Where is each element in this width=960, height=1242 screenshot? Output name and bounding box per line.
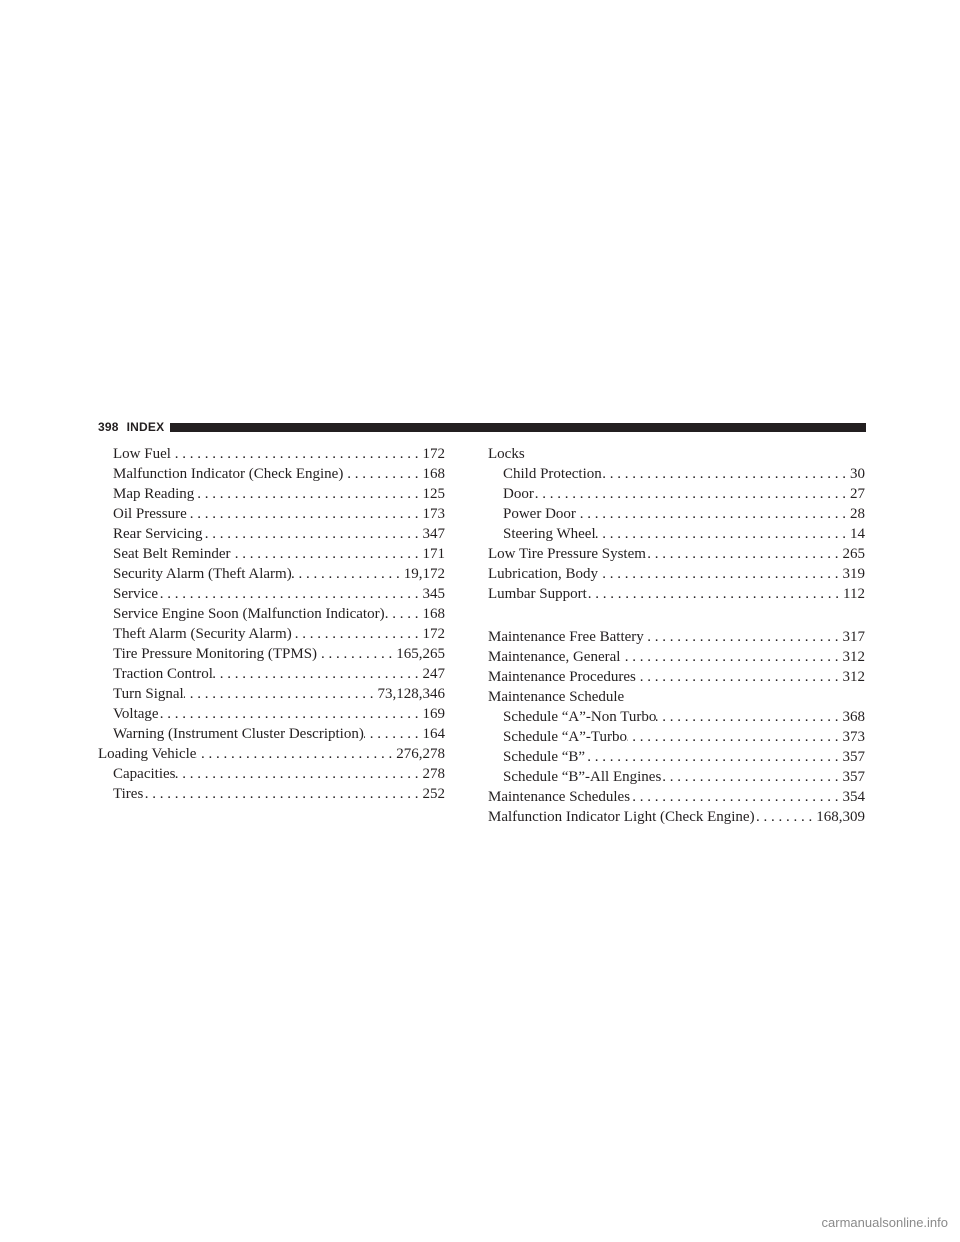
entry-label: Schedule “B”-All Engines (503, 769, 662, 785)
entry-label: Tire Pressure Monitoring (TPMS) (113, 646, 318, 662)
entry-label: Tires (113, 786, 144, 802)
leader-dots (196, 744, 396, 764)
entry-page: 171 (422, 546, 445, 562)
entry-page: 14 (850, 526, 865, 542)
leader-dots (364, 724, 423, 744)
index-entry (488, 767, 865, 787)
entry-page: 312 (842, 649, 865, 665)
entry-label: Service Engine Soon (Malfunction Indicator) (113, 606, 385, 622)
leader-dots (598, 564, 843, 584)
entry-label: Lumbar Support (488, 586, 587, 602)
entry-page: 354 (842, 789, 865, 805)
index-entry (488, 627, 865, 647)
leader-dots (627, 727, 842, 747)
entry-label: Maintenance Schedules (488, 789, 631, 805)
index-entry (98, 504, 445, 524)
entry-label: Service (113, 586, 158, 602)
entry-label: Map Reading (113, 486, 195, 502)
leader-dots (646, 544, 843, 564)
leader-dots (292, 624, 423, 644)
index-entry (488, 787, 865, 807)
entry-page: 368 (842, 709, 865, 725)
entry-label: Maintenance Free Battery (488, 629, 644, 645)
entry-label: Turn Signal (113, 686, 184, 702)
page-header (98, 418, 866, 436)
index-entry (98, 604, 445, 624)
entry-page: 317 (842, 629, 865, 645)
leader-dots (171, 444, 423, 464)
index-entry (488, 484, 865, 504)
entry-label: Loading Vehicle (98, 746, 197, 762)
index-entry (98, 644, 445, 664)
index-entry (98, 744, 445, 764)
entry-page: 247 (422, 666, 445, 682)
entry-page: 276,278 (396, 746, 445, 762)
entry-page: 312 (842, 669, 865, 685)
index-entry (98, 624, 445, 644)
entry-page: 27 (850, 486, 865, 502)
entry-page: 168,309 (816, 809, 865, 825)
leader-dots (213, 664, 423, 684)
entry-label: Voltage (113, 706, 159, 722)
entry-page: 173 (422, 506, 445, 522)
left-index-column (98, 444, 445, 804)
leader-dots (661, 767, 842, 787)
entry-page: 168 (422, 606, 445, 622)
entry-page: 28 (850, 506, 865, 522)
entry-label: Maintenance, General (488, 649, 621, 665)
section-title: INDEX (126, 420, 165, 434)
entry-page: 172 (422, 626, 445, 642)
entry-page: 347 (422, 526, 445, 542)
leader-dots (587, 584, 843, 604)
leader-dots (187, 504, 423, 524)
entry-label: Maintenance Procedures (488, 669, 636, 685)
index-entry (98, 524, 445, 544)
entry-page: 345 (422, 586, 445, 602)
index-heading-locks: Locks (488, 446, 525, 462)
index-entry (98, 464, 445, 484)
index-entry (98, 724, 445, 744)
index-entry (98, 764, 445, 784)
index-entry (488, 667, 865, 687)
index-entry (488, 464, 865, 484)
leader-dots (576, 504, 850, 524)
entry-label: Traction Control (113, 666, 213, 682)
index-entry (488, 807, 865, 827)
entry-label: Theft Alarm (Security Alarm) (113, 626, 292, 642)
index-entry (488, 584, 865, 604)
watermark-text: carmanualsonline.info (821, 1215, 948, 1230)
entry-page: 319 (842, 566, 865, 582)
entry-page: 164 (422, 726, 445, 742)
leader-dots (620, 647, 842, 667)
index-entry (98, 664, 445, 684)
entry-label: Malfunction Indicator (Check Engine) (113, 466, 344, 482)
entry-label: Oil Pressure (113, 506, 187, 522)
index-entry (98, 544, 445, 564)
index-entry (98, 784, 445, 804)
index-entry (488, 504, 865, 524)
index-entry (98, 704, 445, 724)
entry-label: Rear Servicing (113, 526, 203, 542)
leader-dots (230, 544, 422, 564)
entry-label: Schedule “A”-Non Turbo (503, 709, 657, 725)
entry-label: Schedule “A”-Turbo (503, 729, 628, 745)
leader-dots (175, 764, 422, 784)
entry-label: Steering Wheel (503, 526, 596, 542)
entry-label: Child Protection (503, 466, 602, 482)
leader-dots (644, 627, 843, 647)
entry-page: 169 (422, 706, 445, 722)
index-heading-maintenance-schedule: Maintenance Schedule (488, 689, 625, 705)
leader-dots (596, 524, 850, 544)
index-entry (98, 564, 445, 584)
entry-page: 19,172 (403, 566, 445, 582)
entry-page: 165,265 (396, 646, 445, 662)
leader-dots (385, 604, 423, 624)
index-entry (98, 584, 445, 604)
entry-label: Warning (Instrument Cluster Description) (113, 726, 364, 742)
entry-page: 265 (842, 546, 865, 562)
entry-page: 125 (422, 486, 445, 502)
entry-label: Seat Belt Reminder (113, 546, 231, 562)
leader-dots (143, 784, 422, 804)
index-entry (98, 484, 445, 504)
leader-dots (184, 684, 378, 704)
leader-dots (656, 707, 842, 727)
index-entry (98, 684, 445, 704)
entry-label: Malfunction Indicator Light (Check Engine) (488, 809, 755, 825)
entry-page: 373 (842, 729, 865, 745)
index-entry (488, 647, 865, 667)
letter-gap (488, 604, 865, 627)
entry-page: 278 (422, 766, 445, 782)
index-entry (488, 727, 865, 747)
leader-dots (194, 484, 422, 504)
entry-label: Schedule “B” (503, 749, 586, 765)
index-entry (488, 564, 865, 584)
entry-label: Security Alarm (Theft Alarm) (113, 566, 292, 582)
leader-dots (585, 747, 842, 767)
entry-page: 30 (850, 466, 865, 482)
leader-dots (755, 807, 817, 827)
entry-label: Lubrication, Body (488, 566, 598, 582)
entry-page: 252 (422, 786, 445, 802)
entry-page: 73,128,346 (377, 686, 445, 702)
leader-dots (636, 667, 843, 687)
index-entry (488, 524, 865, 544)
leader-dots (317, 644, 396, 664)
entry-label: Low Tire Pressure System (488, 546, 646, 562)
leader-dots (159, 704, 423, 724)
header-rule (170, 423, 866, 432)
right-index-column (488, 444, 865, 827)
leader-dots (534, 484, 850, 504)
entry-page: 357 (842, 749, 865, 765)
entry-label: Capacities (113, 766, 176, 782)
index-entry (488, 707, 865, 727)
leader-dots (630, 787, 842, 807)
leader-dots (602, 464, 850, 484)
entry-label: Door (503, 486, 534, 502)
leader-dots (292, 564, 404, 584)
page-number: 398 (98, 420, 119, 434)
leader-dots (343, 464, 422, 484)
entry-label: Low Fuel (113, 446, 171, 462)
index-entry (488, 544, 865, 564)
entry-page: 357 (842, 769, 865, 785)
entry-page: 112 (843, 586, 865, 602)
entry-label: Power Door (503, 506, 576, 522)
entry-page: 168 (422, 466, 445, 482)
index-entry (98, 444, 445, 464)
entry-page: 172 (422, 446, 445, 462)
leader-dots (203, 524, 423, 544)
leader-dots (158, 584, 423, 604)
index-entry (488, 747, 865, 767)
